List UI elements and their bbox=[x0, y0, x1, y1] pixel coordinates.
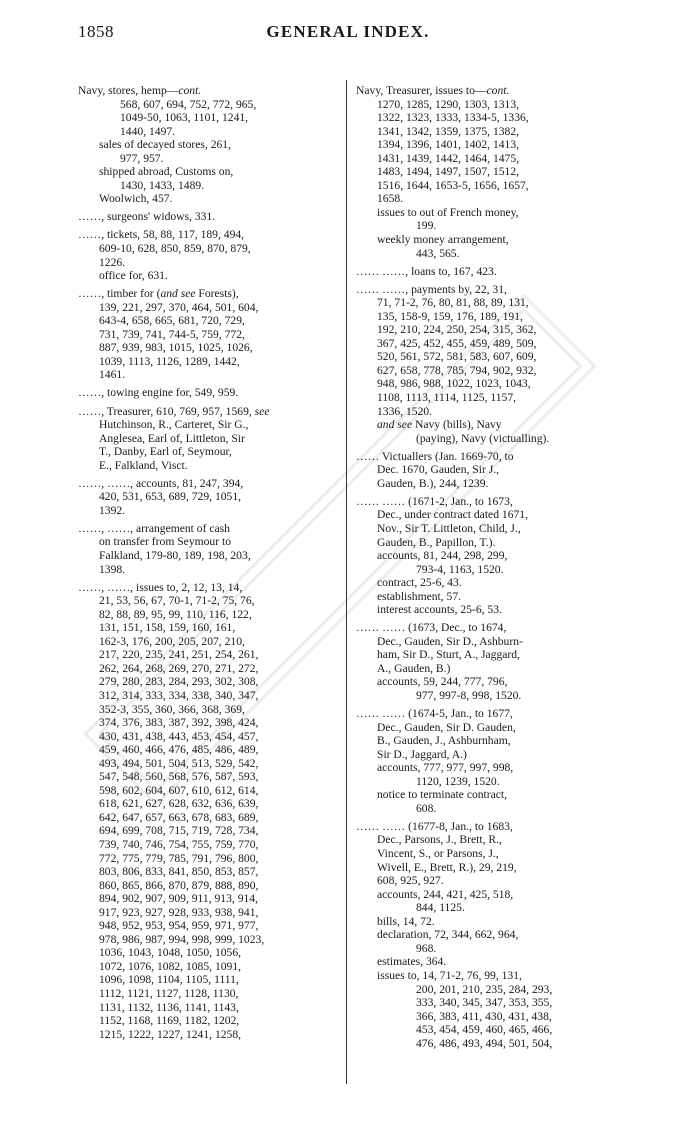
index-column-left bbox=[78, 84, 340, 1041]
index-line: Nov., Sir T. Littleton, Child, J., bbox=[377, 521, 521, 535]
index-line: …… …… (1677-8, Jan., to 1683, bbox=[356, 819, 513, 833]
index-line: 82, 88, 89, 95, 99, 110, 116, 122, bbox=[99, 607, 252, 621]
index-line: 443, 565. bbox=[416, 246, 460, 260]
index-line: interest accounts, 25-6, 53. bbox=[377, 603, 502, 617]
index-line: 894, 902, 907, 909, 911, 913, 914, bbox=[99, 892, 258, 906]
index-line: 217, 220, 235, 241, 251, 254, 261, bbox=[99, 648, 259, 662]
index-line: contract, 25-6, 43. bbox=[377, 576, 462, 590]
index-line: Gauden, B., Papillon, T.). bbox=[377, 535, 496, 549]
index-line: ……, surgeons' widows, 331. bbox=[78, 210, 216, 224]
index-line: Dec., under contract dated 1671, bbox=[377, 508, 528, 522]
index-line: 131, 151, 158, 159, 160, 161, bbox=[99, 621, 236, 635]
index-line: estimates, 364. bbox=[377, 955, 447, 969]
index-line: 1108, 1113, 1114, 1125, 1157, bbox=[377, 391, 517, 405]
index-line: 21, 53, 56, 67, 70-1, 71-2, 75, 76, bbox=[99, 594, 255, 608]
index-line: ……, Treasurer, 610, 769, 957, 1569, see bbox=[78, 404, 270, 418]
index-line: 1152, 1168, 1169, 1182, 1202, bbox=[99, 1014, 240, 1028]
index-line: 139, 221, 297, 370, 464, 501, 604, bbox=[99, 300, 259, 314]
index-line: 978, 986, 987, 994, 998, 999, 1023, bbox=[99, 932, 265, 946]
index-line: 366, 383, 411, 430, 431, 438, bbox=[416, 1009, 552, 1023]
index-line: 568, 607, 694, 752, 772, 965, bbox=[120, 97, 257, 111]
index-line: 352-3, 355, 360, 366, 368, 369, bbox=[99, 702, 245, 716]
index-line: B., Gauden, J., Ashburnham, bbox=[377, 734, 511, 748]
page-header bbox=[78, 22, 618, 46]
index-line: Woolwich, 457. bbox=[99, 192, 173, 206]
index-line: 1072, 1076, 1082, 1085, 1091, bbox=[99, 959, 242, 973]
index-line: bills, 14, 72. bbox=[377, 914, 435, 928]
index-line: …… Victuallers (Jan. 1669-70, to bbox=[356, 449, 514, 463]
index-line: Anglesea, Earl of, Littleton, Sir bbox=[99, 431, 245, 445]
index-line: 1431, 1439, 1442, 1464, 1475, bbox=[377, 151, 520, 165]
index-line: T., Danby, Earl of, Seymour, bbox=[99, 445, 232, 459]
index-line: 1483, 1494, 1497, 1507, 1512, bbox=[377, 165, 520, 179]
index-line: establishment, 57. bbox=[377, 589, 462, 603]
index-line: ……, ……, accounts, 81, 247, 394, bbox=[78, 476, 244, 490]
index-line: …… ……, loans to, 167, 423. bbox=[356, 264, 497, 278]
index-line: ……, timber for (and see Forests), bbox=[78, 287, 239, 301]
index-line: …… ……, payments by, 22, 31, bbox=[356, 282, 507, 296]
index-line: accounts, 81, 244, 298, 299, bbox=[377, 549, 508, 563]
page-number: 1858 bbox=[78, 22, 114, 41]
index-line: ham, Sir D., Sturt, A., Jaggard, bbox=[377, 648, 520, 662]
index-line: shipped abroad, Customs on, bbox=[99, 165, 234, 179]
index-line: 367, 425, 452, 455, 459, 489, 509, bbox=[377, 336, 537, 350]
index-line: declaration, 72, 344, 662, 964, bbox=[377, 928, 519, 942]
index-line: Falkland, 179-80, 189, 198, 203, bbox=[99, 549, 251, 562]
index-line: 1270, 1285, 1290, 1303, 1313, bbox=[377, 97, 520, 111]
index-line: 420, 531, 653, 689, 729, 1051, bbox=[99, 490, 242, 504]
index-line: ……, tickets, 58, 88, 117, 189, 494, bbox=[78, 228, 245, 242]
index-line: 1440, 1497. bbox=[120, 124, 176, 138]
index-line: 200, 201, 210, 235, 284, 293, bbox=[416, 982, 553, 996]
index-line: 312, 314, 333, 334, 338, 340, 347, bbox=[99, 688, 259, 702]
index-line: 279, 280, 283, 284, 293, 302, 308, bbox=[99, 675, 259, 689]
index-line: sales of decayed stores, 261, bbox=[99, 138, 231, 152]
index-line: 459, 460, 466, 476, 485, 486, 489, bbox=[99, 743, 259, 757]
index-line: Navy, stores, hemp—cont. bbox=[78, 84, 202, 97]
index-line: Vincent, S., or Parsons, J., bbox=[377, 847, 499, 861]
index-line: 1394, 1396, 1401, 1402, 1413, bbox=[377, 138, 520, 152]
index-line: 608, 925, 927. bbox=[377, 874, 444, 888]
index-line: Dec., Parsons, J., Brett, R., bbox=[377, 833, 502, 847]
index-line: 844, 1125. bbox=[416, 901, 465, 915]
index-line: 1036, 1043, 1048, 1050, 1056, bbox=[99, 946, 242, 960]
index-line: 199. bbox=[416, 219, 437, 233]
index-line: 333, 340, 345, 347, 353, 355, bbox=[416, 996, 553, 1010]
index-line: 1658. bbox=[377, 192, 404, 206]
index-line: 1341, 1342, 1359, 1375, 1382, bbox=[377, 124, 520, 138]
index-line: 374, 376, 383, 387, 392, 398, 424, bbox=[99, 716, 259, 730]
index-line: ……, ……, issues to, 2, 12, 13, 14, bbox=[78, 580, 243, 594]
index-line: Sir D., Jaggard, A.) bbox=[377, 747, 467, 761]
index-line: issues to, 14, 71-2, 76, 99, 131, bbox=[377, 968, 522, 982]
index-line: ……, towing engine for, 549, 959. bbox=[78, 386, 239, 400]
index-line: 493, 494, 501, 504, 513, 529, 542, bbox=[99, 756, 259, 770]
index-line: 887, 939, 983, 1015, 1025, 1026, bbox=[99, 341, 253, 355]
index-line: 453, 454, 459, 460, 465, 466, bbox=[416, 1023, 553, 1037]
index-line: 917, 923, 927, 928, 933, 938, 941, bbox=[99, 905, 259, 919]
index-line: 608. bbox=[416, 801, 437, 815]
index-line: Wivell, E., Brett, R.), 29, 219, bbox=[377, 860, 517, 874]
index-line: issues to out of French money, bbox=[377, 205, 519, 219]
index-line: 1398. bbox=[99, 562, 126, 576]
index-line: 1430, 1433, 1489. bbox=[120, 178, 205, 192]
index-line: Dec., Gauden, Sir D., Ashburn- bbox=[377, 634, 523, 648]
index-line: 1049-50, 1063, 1101, 1241, bbox=[120, 111, 249, 125]
index-line: 1336, 1520. bbox=[377, 404, 433, 418]
index-line: notice to terminate contract, bbox=[377, 788, 508, 802]
index-line: 609-10, 628, 850, 859, 870, 879, bbox=[99, 242, 251, 256]
column-divider bbox=[346, 80, 347, 1084]
index-line: 1112, 1121, 1127, 1128, 1130, bbox=[99, 987, 239, 1000]
index-line: accounts, 244, 421, 425, 518, bbox=[377, 887, 514, 901]
index-line: 162-3, 176, 200, 205, 207, 210, bbox=[99, 634, 245, 648]
index-line: 1226. bbox=[99, 255, 126, 269]
index-line: 731, 739, 741, 744-5, 759, 772, bbox=[99, 327, 245, 341]
index-line: 968. bbox=[416, 941, 437, 955]
index-line: 803, 806, 833, 841, 850, 853, 857, bbox=[99, 865, 259, 879]
index-line: 547, 548, 560, 568, 576, 587, 593, bbox=[99, 770, 259, 784]
index-line: 694, 699, 708, 715, 719, 728, 734, bbox=[99, 824, 259, 838]
index-line: 977, 957. bbox=[120, 151, 164, 165]
index-line: 1392. bbox=[99, 503, 126, 517]
index-line: 1120, 1239, 1520. bbox=[416, 774, 500, 788]
index-line: …… …… (1673, Dec., to 1674, bbox=[356, 621, 507, 635]
index-line: 598, 602, 604, 607, 610, 612, 614, bbox=[99, 783, 259, 797]
index-line: …… …… (1671-2, Jan., to 1673, bbox=[356, 494, 513, 508]
running-title: GENERAL INDEX. bbox=[266, 22, 430, 41]
index-line: 739, 740, 746, 754, 755, 759, 770, bbox=[99, 837, 259, 851]
index-line: 1215, 1222, 1227, 1241, 1258, bbox=[99, 1027, 242, 1041]
index-line: 860, 865, 866, 870, 879, 888, 890, bbox=[99, 878, 259, 892]
index-line: 430, 431, 438, 443, 453, 454, 457, bbox=[99, 729, 259, 743]
index-line: 772, 775, 779, 785, 791, 796, 800, bbox=[99, 851, 259, 865]
index-line: 520, 561, 572, 581, 583, 607, 609, bbox=[377, 350, 537, 364]
index-line: and see Navy (bills), Navy bbox=[377, 418, 502, 432]
index-line: Hutchinson, R., Carteret, Sir G., bbox=[99, 418, 249, 432]
index-line: 627, 658, 778, 785, 794, 902, 932, bbox=[377, 363, 537, 377]
index-line: office for, 631. bbox=[99, 269, 168, 283]
index-line: 1516, 1644, 1653-5, 1656, 1657, bbox=[377, 178, 529, 192]
index-line: 793-4, 1163, 1520. bbox=[416, 562, 504, 576]
index-line: 977, 997-8, 998, 1520. bbox=[416, 689, 522, 703]
index-line: Dec. 1670, Gauden, Sir J., bbox=[377, 463, 500, 477]
index-line: 948, 952, 953, 954, 959, 971, 977, bbox=[99, 919, 259, 933]
index-line: E., Falkland, Visct. bbox=[99, 458, 188, 472]
index-line: (paying), Navy (victualling). bbox=[416, 431, 550, 445]
index-line: 948, 986, 988, 1022, 1023, 1043, bbox=[377, 377, 531, 391]
index-line: 1096, 1098, 1104, 1105, 1111, bbox=[99, 973, 239, 987]
index-line: 262, 264, 268, 269, 270, 271, 272, bbox=[99, 661, 259, 675]
index-line: weekly money arrangement, bbox=[377, 233, 509, 247]
index-line: 618, 621, 627, 628, 632, 636, 639, bbox=[99, 797, 259, 811]
index-line: 71, 71-2, 76, 80, 81, 88, 89, 131, bbox=[377, 296, 529, 310]
index-line: 476, 486, 493, 494, 501, 504, bbox=[416, 1036, 553, 1050]
index-line: …… …… (1674-5, Jan., to 1677, bbox=[356, 707, 513, 721]
index-line: accounts, 59, 244, 777, 796, bbox=[377, 675, 508, 689]
index-line: 135, 158-9, 159, 176, 189, 191, bbox=[377, 309, 523, 323]
index-column-right bbox=[356, 84, 618, 1050]
index-line: 1131, 1132, 1136, 1141, 1143, bbox=[99, 1000, 239, 1014]
index-line: 1322, 1323, 1333, 1334-5, 1336, bbox=[377, 111, 529, 125]
index-line: 643-4, 658, 665, 681, 720, 729, bbox=[99, 314, 245, 328]
index-line: 1461. bbox=[99, 368, 126, 382]
index-line: Navy, Treasurer, issues to—cont. bbox=[356, 84, 510, 97]
index-line: Dec., Gauden, Sir D. Gauden, bbox=[377, 720, 516, 734]
index-line: 642, 647, 657, 663, 678, 683, 689, bbox=[99, 810, 259, 824]
index-line: ……, ……, arrangement of cash bbox=[78, 521, 230, 535]
index-line: accounts, 777, 977, 997, 998, bbox=[377, 761, 514, 775]
index-line: on transfer from Seymour to bbox=[99, 535, 232, 549]
index-line: A., Gauden, B.) bbox=[377, 661, 451, 675]
index-line: 192, 210, 224, 250, 254, 315, 362, bbox=[377, 323, 537, 337]
index-line: Gauden, B.), 244, 1239. bbox=[377, 476, 489, 490]
index-line: 1039, 1113, 1126, 1289, 1442, bbox=[99, 354, 240, 368]
